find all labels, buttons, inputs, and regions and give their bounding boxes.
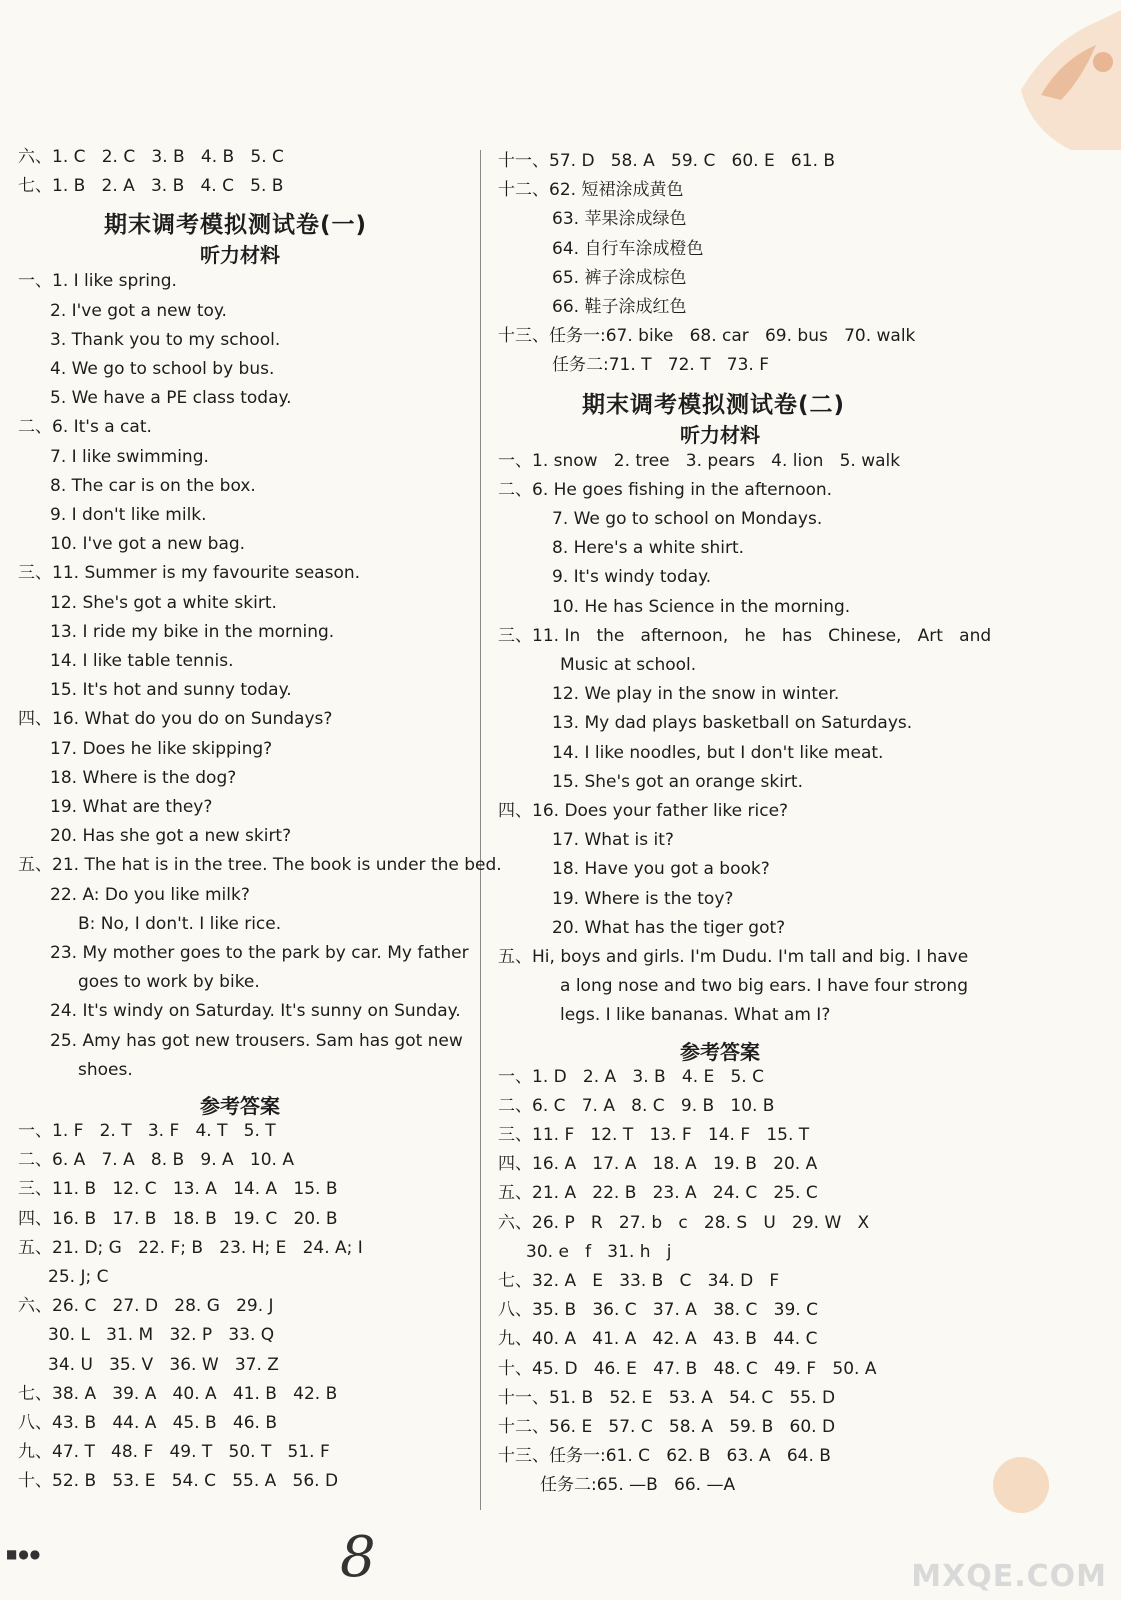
text-line: 十一、57. D 58. A 59. C 60. E 61. B [498, 151, 836, 171]
text-line: 3. Thank you to my school. [50, 329, 281, 350]
watermark-logo: MXQE.COM [911, 1559, 1107, 1594]
text-line: 20. Has she got a new skirt? [50, 826, 292, 847]
text-line: a long nose and two big ears. I have four strong [560, 976, 968, 997]
text-line: 8. Here's a white shirt. [552, 538, 745, 559]
text-line: 7. We go to school on Mondays. [552, 509, 823, 529]
text-line: 五、21. D; G 22. F; B 23. H; E 24. A; I [18, 1237, 363, 1258]
text-line: 十一、51. B 52. E 53. A 54. C 55. D [498, 1387, 836, 1408]
text-line: 17. Does he like skipping? [50, 738, 273, 759]
text-line: Music at school. [560, 655, 697, 675]
text-line: 5. We have a PE class today. [50, 388, 292, 409]
text-line: 10. He has Science in the morning. [552, 596, 851, 617]
text-line: 18. Have you got a book? [552, 859, 770, 880]
text-line: legs. I like bananas. What am I? [560, 1005, 831, 1026]
text-line: 九、40. A 41. A 42. A 43. B 44. C [498, 1329, 818, 1350]
text-line: 12. We play in the snow in winter. [552, 684, 840, 705]
text-line: 4. We go to school by bus. [50, 359, 275, 379]
text-line: 19. Where is the toy? [552, 888, 734, 909]
text-line: shoes. [78, 1059, 133, 1080]
text-line: 任务二:71. T 72. T 73. F [552, 355, 770, 376]
text-line: 13. My dad plays basketball on Saturdays. [552, 713, 913, 734]
text-line: 一、1. F 2. T 3. F 4. T 5. T [18, 1121, 276, 1141]
text-line: 四、16. Does your father like rice? [498, 801, 789, 821]
listening-heading: 听力材料 [200, 243, 280, 268]
text-line: 四、16. A 17. A 18. A 19. B 20. A [498, 1154, 818, 1175]
text-line: 八、35. B 36. C 37. A 38. C 39. C [498, 1300, 818, 1321]
text-line: 23. My mother goes to the park by car. My father [50, 943, 469, 963]
text-line: 十二、62. 短裙涂成黄色 [498, 180, 684, 201]
text-line: 三、11. B 12. C 13. A 14. A 15. B [18, 1179, 338, 1200]
text-line: 十三、任务一:67. bike 68. car 69. bus 70. walk [498, 326, 916, 347]
decorative-ornament-bottom [981, 1445, 1061, 1515]
text-line: goes to work by bike. [78, 972, 260, 993]
text-line: 25. J; C [48, 1267, 109, 1287]
text-line: 9. It's windy today. [552, 567, 712, 588]
text-line: 8. The car is on the box. [50, 475, 256, 496]
text-line: 18. Where is the dog? [50, 767, 237, 788]
text-line: 64. 自行车涂成橙色 [552, 238, 704, 259]
text-line: 65. 裤子涂成棕色 [552, 267, 687, 288]
text-line: 二、6. It's a cat. [18, 417, 152, 438]
decorative-ornament [991, 0, 1121, 150]
text-line: 七、38. A 39. A 40. A 41. B 42. B [18, 1383, 338, 1404]
text-line: 34. U 35. V 36. W 37. Z [48, 1354, 279, 1375]
text-line: 20. What has the tiger got? [552, 917, 786, 938]
column-divider [480, 150, 481, 1510]
text-line: 二、6. He goes fishing in the afternoon. [498, 479, 833, 500]
text-line: 六、26. P R 27. b c 28. S U 29. W X [498, 1212, 870, 1233]
text-line: 30. e f 31. h j [526, 1241, 672, 1262]
text-line: 十二、56. E 57. C 58. A 59. B 60. D [498, 1417, 836, 1437]
text-line: 三、11. Summer is my favourite season. [18, 563, 361, 584]
text-line: 9. I don't like milk. [50, 505, 207, 525]
answers-heading: 参考答案 [200, 1094, 280, 1118]
text-line: 13. I ride my bike in the morning. [50, 621, 335, 642]
text-line: B: No, I don't. I like rice. [78, 913, 282, 934]
text-line: 19. What are they? [50, 797, 213, 817]
text-line: 22. A: Do you like milk? [50, 884, 250, 905]
text-line: 一、1. D 2. A 3. B 4. E 5. C [498, 1066, 764, 1087]
exam-title: 期末调考模拟测试卷(二) [582, 391, 846, 418]
text-line: 14. I like table tennis. [50, 651, 234, 671]
page-number: 8 [340, 1525, 376, 1590]
text-line: 66. 鞋子涂成红色 [552, 297, 687, 317]
listening-heading: 听力材料 [680, 422, 760, 447]
text-line: 六、1. C 2. C 3. B 4. B 5. C [18, 147, 284, 167]
text-line: 2. I've got a new toy. [50, 300, 227, 321]
text-line: 十三、任务一:61. C 62. B 63. A 64. B [498, 1446, 831, 1467]
exam-title: 期末调考模拟测试卷(一) [104, 212, 368, 239]
text-line: 17. What is it? [552, 830, 674, 851]
text-line: 五、Hi, boys and girls. I'm Dudu. I'm tall and big. I have [498, 947, 969, 967]
text-line: 五、21. The hat is in the tree. The book is under the bed. [18, 855, 502, 876]
page-footer-marker: ■●● [6, 1547, 42, 1561]
text-line: 12. She's got a white skirt. [50, 592, 277, 613]
text-line: 四、16. B 17. B 18. B 19. C 20. B [18, 1208, 338, 1229]
text-line: 九、47. T 48. F 49. T 50. T 51. F [18, 1442, 330, 1463]
text-line: 任务二:65. —B 66. —A [540, 1475, 736, 1496]
text-line: 24. It's windy on Saturday. It's sunny on Sunday. [50, 1001, 461, 1022]
text-line: 五、21. A 22. B 23. A 24. C 25. C [498, 1183, 818, 1204]
text-line: 15. It's hot and sunny today. [50, 680, 292, 701]
text-line: 25. Amy has got new trousers. Sam has got new [50, 1030, 463, 1051]
text-line: 一、1. I like spring. [18, 271, 177, 292]
text-line: 十、45. D 46. E 47. B 48. C 49. F 50. A [498, 1358, 877, 1379]
text-line: 10. I've got a new bag. [50, 534, 246, 555]
text-line: 十、52. B 53. E 54. C 55. A 56. D [18, 1471, 339, 1492]
text-line: 二、6. A 7. A 8. B 9. A 10. A [18, 1150, 294, 1171]
answers-heading: 参考答案 [680, 1039, 760, 1064]
text-line: 四、16. What do you do on Sundays? [18, 709, 333, 730]
text-line: 七、32. A E 33. B C 34. D F [498, 1271, 780, 1291]
text-line: 七、1. B 2. A 3. B 4. C 5. B [18, 176, 284, 197]
text-line: 30. L 31. M 32. P 33. Q [48, 1325, 275, 1346]
text-line: 三、11. In the afternoon, he has Chinese, Art and [498, 625, 992, 646]
text-line: 7. I like swimming. [50, 446, 209, 467]
text-line: 三、11. F 12. T 13. F 14. F 15. T [498, 1125, 810, 1145]
text-line: 二、6. C 7. A 8. C 9. B 10. B [498, 1095, 775, 1116]
text-line: 14. I like noodles, but I don't like meat. [552, 742, 884, 763]
text-line: 八、43. B 44. A 45. B 46. B [18, 1413, 278, 1433]
text-line: 63. 苹果涂成绿色 [552, 209, 687, 230]
text-line: 一、1. snow 2. tree 3. pears 4. lion 5. walk [498, 450, 901, 471]
text-line: 六、26. C 27. D 28. G 29. J [18, 1296, 274, 1317]
text-line: 15. She's got an orange skirt. [552, 771, 803, 792]
